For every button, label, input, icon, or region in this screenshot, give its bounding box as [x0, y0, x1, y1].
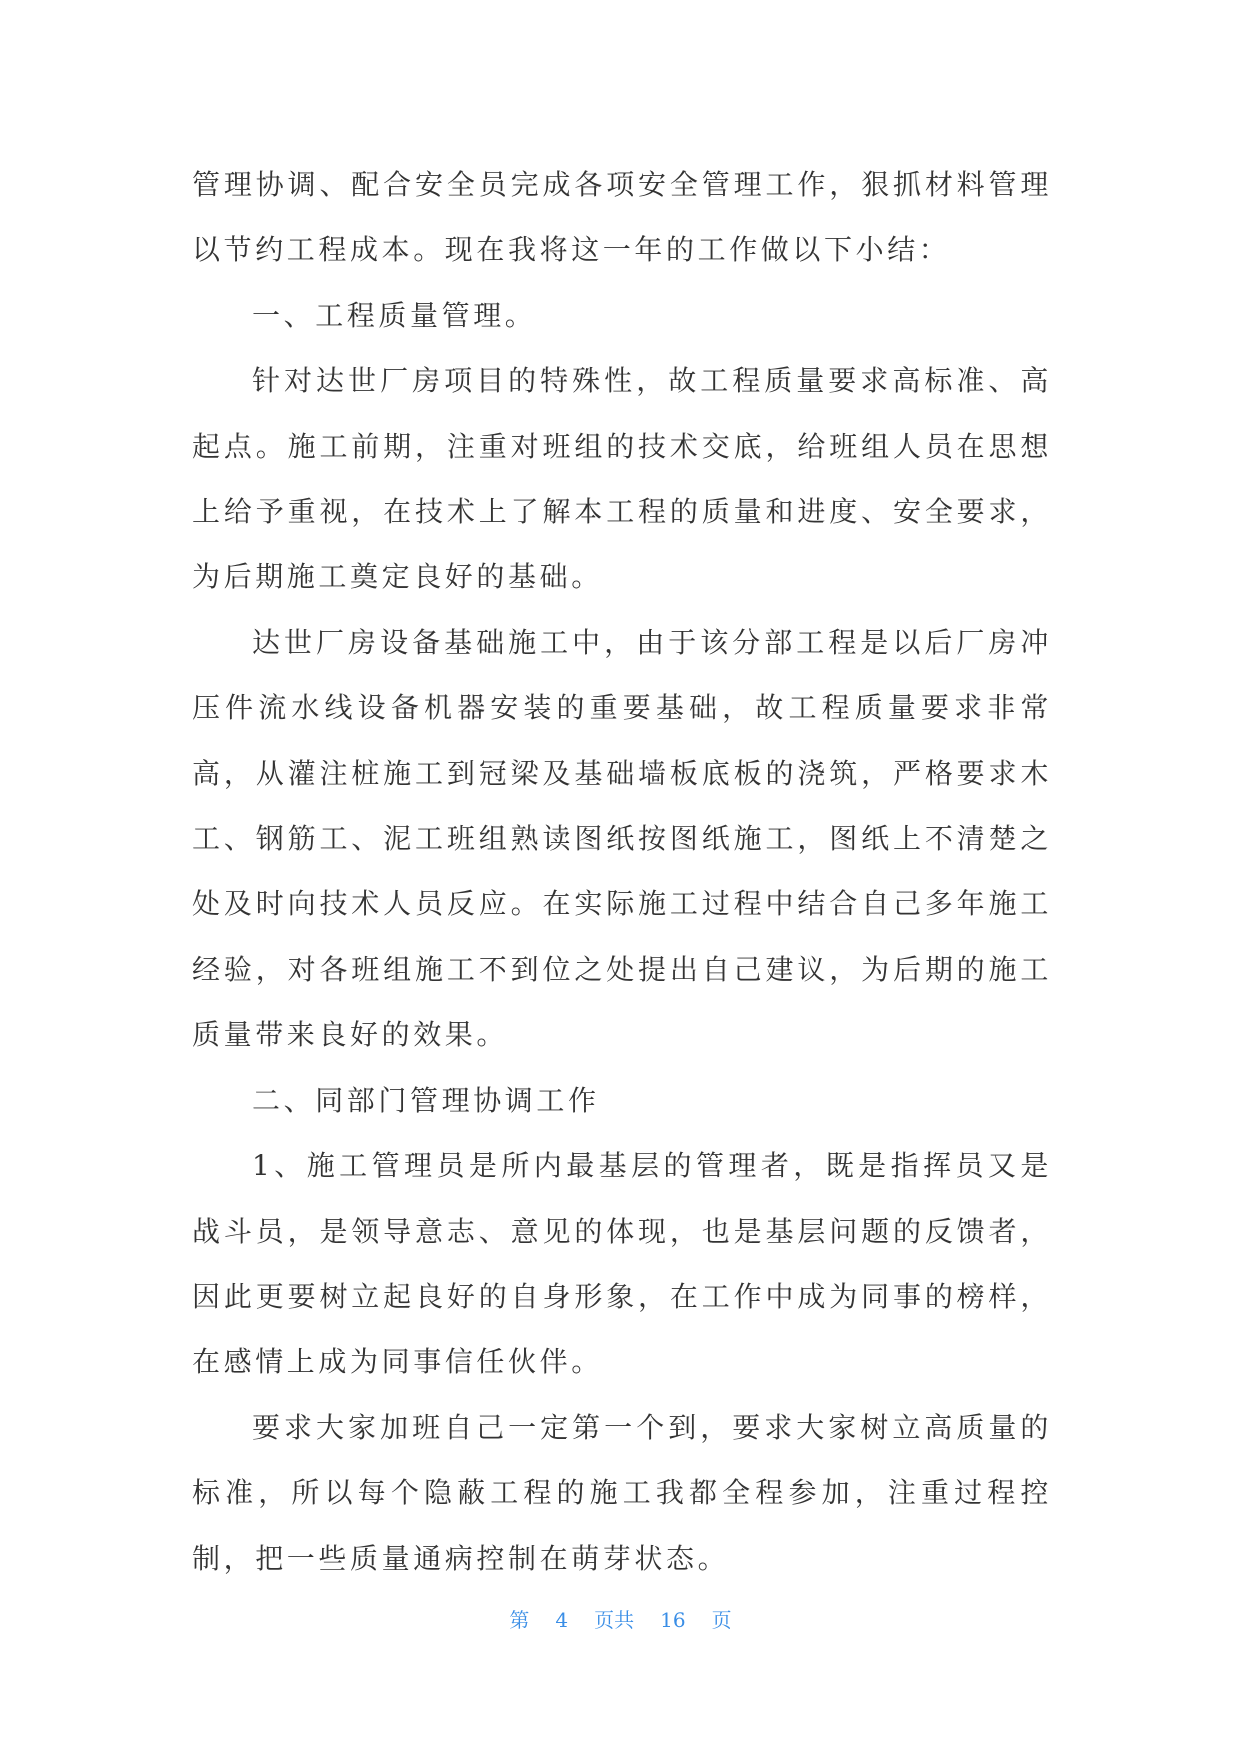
section-heading-coordination: 二、同部门管理协调工作 — [252, 1083, 600, 1117]
paragraph: 达世厂房设备基础施工中，由于该分部工程是以后厂房冲压件流水线设备机器安装的重要基础，故工程质量要求非常高，从灌注桩施工到冠梁及基础墙板底板的浇筑，严格要求木工、钢筋工、泥工班组熟读图纸按图纸施工，图纸上不清楚之处及时向技术人员反应。在实际施工过程中结合自己多年施工经验，对各班组施工不到位之处提出自己建议，为后期的施工质量带来良好的效果。 — [192, 625, 1052, 1052]
paragraph: 要求大家加班自己一定第一个到，要求大家树立高质量的标准，所以每个隐蔽工程的施工我都全程参加，注重过程控制，把一些质量通病控制在萌芽状态。 — [192, 1410, 1052, 1575]
section-heading-quality: 一、工程质量管理。 — [252, 298, 537, 332]
document-body — [192, 152, 1052, 1591]
paragraph-continuation: 管理协调、配合安全员完成各项安全管理工作，狠抓材料管理以节约工程成本。现在我将这一年的工作做以下小结： — [192, 168, 1052, 267]
page-footer — [0, 1604, 1241, 1633]
paragraph: 1、施工管理员是所内最基层的管理者，既是指挥员又是战斗员，是领导意志、意见的体现，也是基层问题的反馈者，因此更要树立起良好的自身形象，在工作中成为同事的榜样，在感情上成为同事信任伙伴。 — [192, 1149, 1052, 1379]
footer-suffix: 页 — [711, 1608, 732, 1632]
paragraph: 针对达世厂房项目的特殊性，故工程质量要求高标准、高起点。施工前期，注重对班组的技术交底，给班组人员在思想上给予重视，在技术上了解本工程的质量和进度、安全要求，为后期施工奠定良好的基础。 — [192, 364, 1052, 594]
footer-prefix: 第 — [509, 1608, 530, 1632]
page-number-current: 4 — [555, 1608, 569, 1632]
page-number-total: 16 — [660, 1608, 686, 1632]
footer-middle: 页共 — [594, 1608, 635, 1632]
